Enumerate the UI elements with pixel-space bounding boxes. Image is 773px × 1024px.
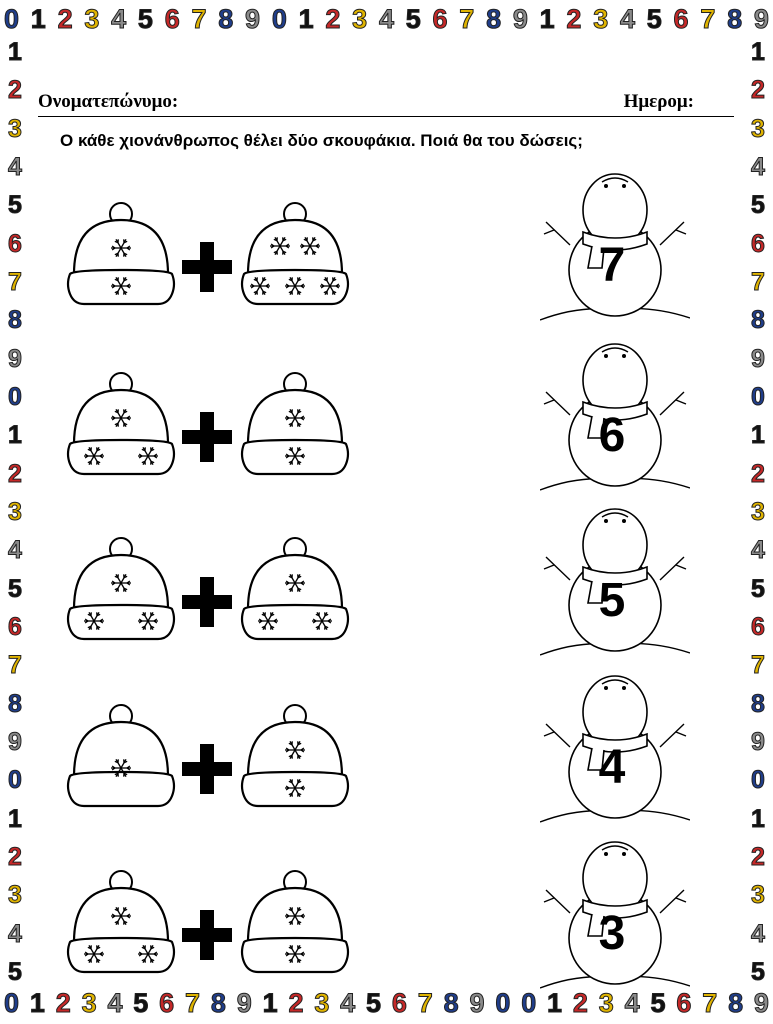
border-digit: 1 — [751, 804, 765, 833]
snowman — [540, 838, 690, 998]
border-digit: 5 — [8, 191, 22, 220]
hat-icon[interactable] — [64, 868, 178, 978]
border-digit: 5 — [751, 574, 765, 603]
border-digit: 8 — [8, 306, 22, 335]
border-digit: 0 — [521, 987, 537, 1018]
border-digit: 7 — [8, 651, 22, 680]
border-digit: 8 — [218, 3, 234, 34]
border-digit: 8 — [486, 3, 502, 34]
border-digit: 9 — [753, 987, 769, 1018]
date-label: Ημερομ: — [623, 91, 694, 112]
border-digit: 7 — [191, 3, 207, 34]
exercise-row — [60, 838, 740, 998]
border-digit: 8 — [443, 987, 459, 1018]
border-digit: 2 — [57, 3, 73, 34]
hat-icon[interactable] — [238, 370, 352, 480]
plus-sign — [180, 575, 234, 629]
snowman — [540, 672, 690, 832]
border-digit: 2 — [751, 459, 765, 488]
right-hat[interactable] — [238, 702, 352, 812]
border-digit: 6 — [432, 3, 448, 34]
border-digit: 3 — [593, 3, 609, 34]
border-digit: 4 — [751, 919, 765, 948]
exercise-row — [60, 672, 740, 832]
border-digit: 3 — [751, 881, 765, 910]
hat-icon[interactable] — [64, 370, 178, 480]
hat-icon[interactable] — [64, 200, 178, 310]
border-digit: 2 — [55, 987, 71, 1018]
border-digit: 1 — [298, 3, 314, 34]
exercise-row — [60, 170, 740, 330]
border-digit: 4 — [751, 152, 765, 181]
border-digit: 6 — [391, 987, 407, 1018]
border-digit: 5 — [137, 3, 153, 34]
snowman — [540, 505, 690, 665]
border-digit: 3 — [751, 497, 765, 526]
border-digit: 7 — [185, 987, 201, 1018]
border-digit: 6 — [8, 229, 22, 258]
border-digit: 3 — [8, 114, 22, 143]
right-number-border — [745, 40, 771, 985]
border-digit: 4 — [378, 3, 394, 34]
left-hat[interactable] — [64, 535, 178, 645]
border-digit: 6 — [751, 229, 765, 258]
border-digit: 7 — [702, 987, 718, 1018]
border-digit: 3 — [8, 497, 22, 526]
border-digit: 9 — [751, 727, 765, 756]
border-digit: 3 — [352, 3, 368, 34]
snowman-number: 7 — [598, 239, 626, 292]
plus-sign — [180, 742, 234, 796]
border-digit: 7 — [700, 3, 716, 34]
plus-icon — [180, 410, 234, 464]
border-digit: 1 — [29, 987, 45, 1018]
border-digit: 9 — [512, 3, 528, 34]
border-digit: 4 — [624, 987, 640, 1018]
border-digit: 2 — [8, 842, 22, 871]
border-digit: 8 — [8, 689, 22, 718]
border-digit: 2 — [566, 3, 582, 34]
plus-sign — [180, 908, 234, 962]
border-digit: 4 — [340, 987, 356, 1018]
border-digit: 9 — [8, 727, 22, 756]
border-digit: 1 — [262, 987, 278, 1018]
name-label: Ονοματεπώνυμο: — [38, 91, 179, 112]
border-digit: 1 — [8, 421, 22, 450]
border-digit: 5 — [8, 957, 22, 986]
border-digit: 4 — [107, 987, 123, 1018]
plus-icon — [180, 742, 234, 796]
border-digit: 3 — [81, 987, 97, 1018]
plus-icon — [180, 240, 234, 294]
border-digit: 9 — [753, 3, 769, 34]
right-hat[interactable] — [238, 370, 352, 480]
border-digit: 7 — [751, 651, 765, 680]
border-digit: 8 — [727, 3, 743, 34]
border-digit: 5 — [650, 987, 666, 1018]
border-digit: 0 — [8, 382, 22, 411]
border-digit: 7 — [751, 267, 765, 296]
border-digit: 9 — [469, 987, 485, 1018]
border-digit: 2 — [751, 842, 765, 871]
snowman-number: 5 — [598, 574, 626, 627]
border-digit: 0 — [8, 766, 22, 795]
border-digit: 4 — [8, 919, 22, 948]
border-digit: 4 — [8, 152, 22, 181]
snowman-number: 3 — [598, 907, 626, 960]
border-digit: 8 — [210, 987, 226, 1018]
border-digit: 8 — [728, 987, 744, 1018]
hat-icon[interactable] — [64, 535, 178, 645]
header-line — [38, 90, 734, 117]
border-digit: 9 — [8, 344, 22, 373]
top-number-border — [0, 2, 773, 36]
border-digit: 5 — [8, 574, 22, 603]
hat-icon[interactable] — [64, 702, 178, 812]
border-digit: 6 — [676, 987, 692, 1018]
border-digit: 4 — [111, 3, 127, 34]
border-digit: 1 — [8, 804, 22, 833]
hat-icon[interactable] — [238, 200, 352, 310]
border-digit: 5 — [366, 987, 382, 1018]
left-hat[interactable] — [64, 702, 178, 812]
snowman-number: 4 — [598, 741, 626, 794]
border-digit: 7 — [8, 267, 22, 296]
border-digit: 0 — [495, 987, 511, 1018]
border-digit: 8 — [751, 689, 765, 718]
left-hat[interactable] — [64, 370, 178, 480]
border-digit: 8 — [751, 306, 765, 335]
border-digit: 5 — [751, 191, 765, 220]
border-digit: 5 — [133, 987, 149, 1018]
border-digit: 0 — [751, 382, 765, 411]
hat-icon[interactable] — [238, 868, 352, 978]
border-digit: 6 — [751, 612, 765, 641]
border-digit: 3 — [84, 3, 100, 34]
border-digit: 1 — [539, 3, 555, 34]
border-digit: 3 — [314, 987, 330, 1018]
border-digit: 2 — [288, 987, 304, 1018]
border-digit: 1 — [751, 421, 765, 450]
border-digit: 9 — [236, 987, 252, 1018]
exercise-row — [60, 505, 740, 665]
border-digit: 1 — [751, 38, 765, 66]
border-digit: 1 — [8, 38, 22, 66]
border-digit: 3 — [598, 987, 614, 1018]
border-digit: 6 — [673, 3, 689, 34]
border-digit: 0 — [4, 3, 20, 34]
instruction-text: Ο κάθε χιονάνθρωπος θέλει δύο σκουφάκια. Ποιά θα του δώσεις; — [60, 131, 583, 150]
left-number-border — [2, 40, 28, 985]
border-digit: 0 — [751, 766, 765, 795]
border-digit: 5 — [751, 957, 765, 986]
hat-icon[interactable] — [238, 702, 352, 812]
border-digit: 7 — [459, 3, 475, 34]
border-digit: 2 — [325, 3, 341, 34]
right-hat[interactable] — [238, 868, 352, 978]
snowman-number: 6 — [598, 409, 626, 462]
border-digit: 4 — [619, 3, 635, 34]
border-digit: 7 — [417, 987, 433, 1018]
border-digit: 2 — [8, 76, 22, 105]
border-digit: 4 — [8, 536, 22, 565]
exercise-row — [60, 340, 740, 500]
border-digit: 5 — [646, 3, 662, 34]
hat-icon[interactable] — [238, 535, 352, 645]
left-hat[interactable] — [64, 200, 178, 310]
border-digit: 9 — [245, 3, 261, 34]
snowman — [540, 340, 690, 500]
border-digit: 6 — [8, 612, 22, 641]
plus-icon — [180, 575, 234, 629]
right-hat[interactable] — [238, 200, 352, 310]
border-digit: 0 — [4, 987, 20, 1018]
border-digit: 2 — [8, 459, 22, 488]
snowman — [540, 170, 690, 330]
border-digit: 1 — [30, 3, 46, 34]
left-hat[interactable] — [64, 868, 178, 978]
border-digit: 5 — [405, 3, 421, 34]
border-digit: 4 — [751, 536, 765, 565]
plus-sign — [180, 240, 234, 294]
border-digit: 1 — [547, 987, 563, 1018]
border-digit: 3 — [751, 114, 765, 143]
border-digit: 6 — [164, 3, 180, 34]
plus-sign — [180, 410, 234, 464]
border-digit: 2 — [751, 76, 765, 105]
border-digit: 3 — [8, 881, 22, 910]
border-digit: 9 — [751, 344, 765, 373]
border-digit: 2 — [572, 987, 588, 1018]
border-digit: 6 — [159, 987, 175, 1018]
right-hat[interactable] — [238, 535, 352, 645]
border-digit: 0 — [271, 3, 287, 34]
plus-icon — [180, 908, 234, 962]
